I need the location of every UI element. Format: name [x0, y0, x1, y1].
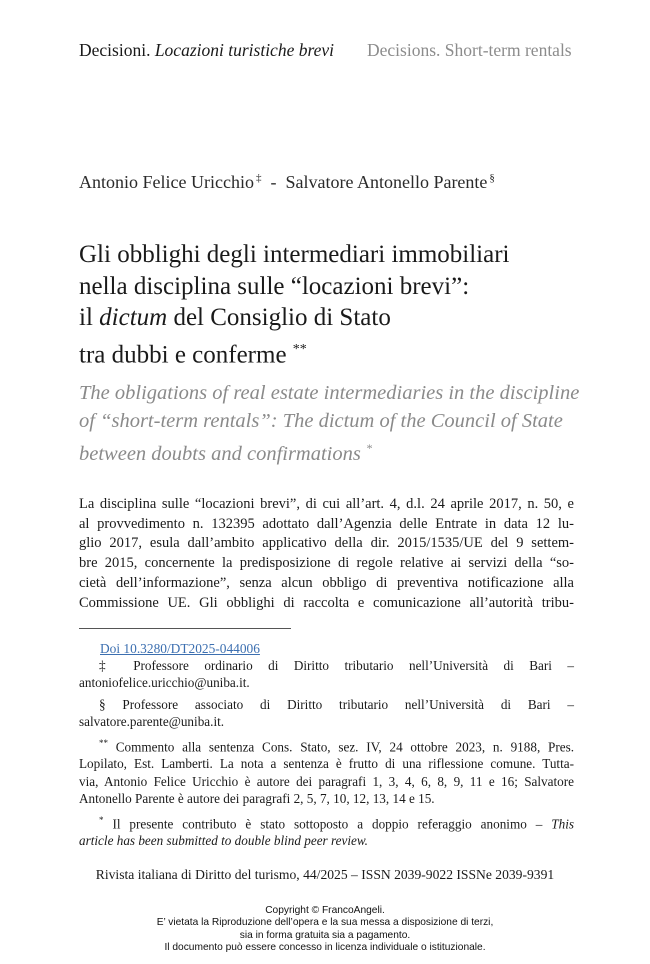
title-line-2: nella disciplina sulle “locazioni brevi”: — [79, 272, 470, 300]
header-section-label: Decisioni. — [79, 40, 151, 60]
body-paragraph — [79, 495, 574, 613]
author-1-mark: ‡ — [255, 172, 262, 184]
footnote-3-line-1-text: Commento alla sentenza Cons. Stato, sez. IV, 24 ottobre 2023, n. 9188, Pres. — [115, 739, 574, 755]
author-2: Salvatore Antonello Parente — [285, 172, 488, 192]
author-separator: - — [270, 172, 277, 192]
footnote-4-line-1-em: This — [551, 816, 575, 832]
title-line-4 — [79, 334, 599, 371]
article-title — [79, 239, 599, 370]
footnote-1-line-2: antoniofelice.uricchio@uniba.it. — [79, 675, 250, 691]
copyright-line-3: sia in forma gratuita sia a pagamento. — [239, 929, 411, 941]
article-title-english — [79, 380, 599, 468]
title-footnote-mark: ** — [292, 341, 307, 357]
body-line: bre 2015, concernente la predisposizione di regole relative ai servizi della “so- — [79, 555, 574, 572]
author-1: Antonio Felice Uricchio — [79, 172, 254, 192]
body-line: al provvedimento n. 132395 adottato dall’Agenzia delle Entrate in data 12 lu- — [79, 515, 574, 532]
title-line-3-pre: il — [79, 304, 93, 331]
footnote-4-line-2-em: article has been submitted to double blind peer review. — [79, 833, 368, 849]
footnote-3-line-3: via, Antonio Felice Uricchio è autore dei paragrafi 1, 3, 4, 6, 8, 9, 11 e 16; Salvatore — [79, 773, 574, 789]
footnote-4-mark: * — [99, 814, 104, 825]
journal-citation: Rivista italiana di Diritto del turismo, 44/2025 – ISSN 2039-9022 ISSNe 2039-9391 — [95, 867, 555, 882]
header-section-label-en: Decisions. — [367, 40, 441, 60]
header-topic-label: Locazioni turistiche brevi — [154, 40, 335, 60]
title-line-1: Gli obblighi degli intermediari immobiliari — [79, 241, 510, 268]
title-en-footnote-mark: * — [365, 441, 372, 455]
footnote-3-mark: ** — [99, 737, 108, 748]
header-topic-label-en: Short-term rentals — [444, 40, 572, 60]
title-en-line-3 — [79, 435, 599, 468]
footnote-2-line-1: § Professore associato di Diritto tributario nell’Università di Bari – — [99, 696, 574, 712]
running-header-right — [367, 40, 572, 61]
body-line: La disciplina sulle “locazioni brevi”, di cui all’art. 4, d.l. 24 aprile 2017, n. 50, e — [79, 496, 574, 512]
footnotes — [79, 657, 574, 850]
footnote-1-line-1: ‡ Professore ordinario di Diritto tributario nell’Università di Bari – — [99, 658, 574, 673]
title-dictum: dictum — [99, 304, 168, 331]
title-line-4-text: tra dubbi e conferme — [79, 340, 287, 368]
footnote-4-line-2 — [79, 832, 574, 849]
authors-line — [79, 172, 495, 193]
doi-link[interactable]: Doi 10.3280/DT2025-044006 — [100, 641, 260, 656]
title-line-3-post: del Consiglio di Stato — [173, 304, 391, 331]
title-line-3 — [79, 302, 599, 334]
footnote-4-line-1-text: Il presente contributo è stato sottoposto a doppio referaggio anonimo – — [112, 816, 543, 832]
title-en-line-1: The obligations of real estate intermediaries in the discipline — [79, 382, 580, 404]
footnote-4-line-1 — [79, 812, 574, 833]
body-line: cietà dell’informazione”, senza alcun obbligo di preventiva notificazione alla — [79, 574, 574, 591]
body-line: Commissione UE. Gli obblighi di raccolta e comunicazione all’autorità tribu- — [79, 594, 574, 611]
author-2-mark: § — [489, 172, 495, 184]
footnote-3-line-4: Antonello Parente è autore dei paragrafi 2, 5, 7, 10, 12, 13, 14 e 15. — [79, 791, 435, 807]
title-en-line-2: of “short-term rentals”: The dictum of the Council of State — [79, 409, 563, 432]
footnote-divider — [79, 628, 291, 629]
footnote-2-line-2: salvatore.parente@uniba.it. — [79, 714, 225, 730]
footnote-3-line-1 — [79, 735, 574, 756]
copyright-notice — [0, 905, 650, 955]
title-en-line-3-text: between doubts and confirmations — [79, 442, 361, 465]
footnote-3-line-2: Lopilato, Est. Lamberti. La nota a sentenza è frutto di una riflessione comune. Tutta- — [79, 756, 574, 772]
copyright-line-2: E’ vietata la Riproduzione dell’opera e la sua messa a disposizione di terzi, — [156, 917, 494, 929]
body-line: glio 2017, esula dall’ambito applicativo della dir. 2015/1535/UE del 9 settem- — [79, 535, 574, 552]
running-header-left — [79, 40, 334, 61]
copyright-line-4: Il documento può essere concesso in licenza individuale o istituzionale. — [164, 942, 486, 954]
copyright-line-1: Copyright © FrancoAngeli. — [265, 905, 385, 916]
